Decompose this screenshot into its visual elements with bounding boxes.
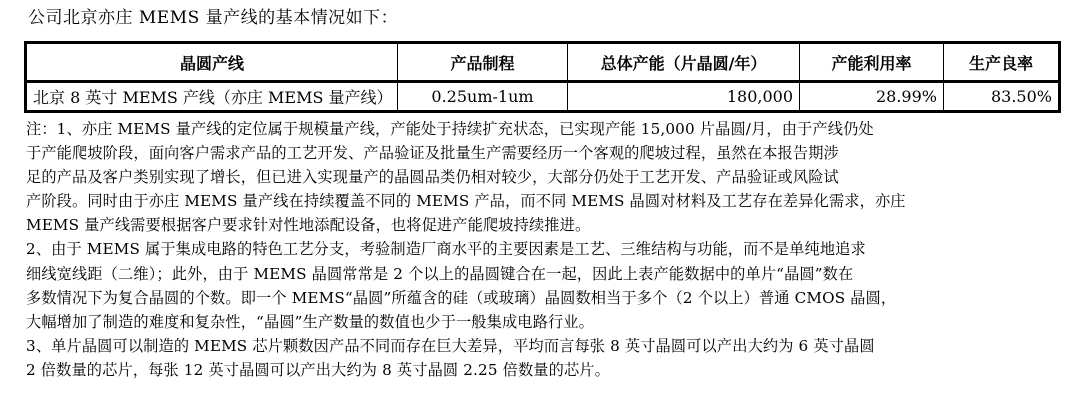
header-process: 产品制程	[398, 43, 568, 82]
note-line: MEMS 量产线需要根据客户要求针对性地添配设备，也将促进产能爬坡持续推进。	[26, 216, 591, 235]
note-line: 注：1、亦庄 MEMS 量产线的定位属于规模量产线，产能处于持续扩充状态，已实现产能 15,000 片晶圆/月，由于产线仍处	[26, 120, 874, 138]
notes-section	[26, 117, 1060, 382]
production-line-table	[24, 41, 1061, 113]
cell-wafer-line: 北京 8 英寸 MEMS 产线（亦庄 MEMS 量产线）	[26, 82, 398, 112]
intro-text: 公司北京亦庄 MEMS 量产线的基本情况如下：	[28, 8, 399, 28]
note-line: 多数情况下为复合晶圆的个数。即一个 MEMS“晶圆”所蕴含的硅（或玻璃）晶圆数相当于多个（2 个以上）普通 CMOS 晶圆，	[26, 288, 897, 307]
header-utilization: 产能利用率	[800, 43, 944, 82]
header-wafer-line: 晶圆产线	[26, 43, 398, 82]
table-row	[26, 82, 1060, 112]
note-line: 3、单片晶圆可以制造的 MEMS 芯片颗数因产品不同而存在巨大差异，平均而言每张 8 英寸晶圆可以产出大约为 6 英寸晶圆	[26, 336, 875, 355]
note-line: 产阶段。同时由于亦庄 MEMS 量产线在持续覆盖不同的 MEMS 产品，而不同 MEMS 晶圆对材料及工艺存在差异化需求，亦庄	[26, 192, 906, 211]
note-line: 2 倍数量的芯片，每张 12 英寸晶圆可以产出大约为 8 英寸晶圆 2.25 倍数量的芯片。	[26, 360, 610, 379]
cell-utilization: 28.99%	[800, 82, 944, 112]
note-line: 细线宽线距（二维）；此外，由于 MEMS 晶圆常常是 2 个以上的晶圆键合在一起，因此上表产能数据中的单片“晶圆”数在	[26, 264, 854, 283]
cell-yield: 83.50%	[944, 82, 1060, 112]
note-line: 大幅增加了制造的难度和复杂性，“晶圆”生产数量的数值也少于一般集成电路行业。	[26, 312, 594, 331]
table-header-row	[26, 43, 1060, 82]
note-line: 2、由于 MEMS 属于集成电路的特色工艺分支，考验制造厂商水平的主要因素是工艺、三维结构与功能，而不是单纯地追求	[26, 240, 866, 259]
header-yield: 生产良率	[944, 43, 1060, 82]
note-line: 于产能爬坡阶段，面向客户需求产品的工艺开发、产品验证及批量生产需要经历一个客观的爬坡过程，虽然在本报告期涉	[26, 144, 839, 163]
cell-process: 0.25um-1um	[398, 82, 568, 112]
note-line: 足的产品及客户类别实现了增长，但已进入实现量产的晶圆品类仍相对较少，大部分仍处于工艺开发、产品验证或风险试	[26, 168, 839, 187]
cell-capacity: 180,000	[568, 82, 800, 112]
header-capacity: 总体产能（片晶圆/年）	[568, 43, 800, 82]
